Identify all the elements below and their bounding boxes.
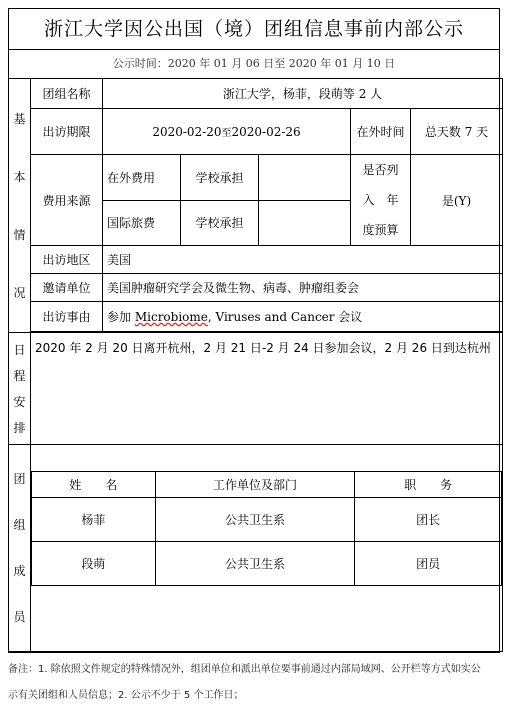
footnote-line1: 备注：1. 除依照文件规定的特殊情况外，组团单位和派出单位要事前通过内部局域网、公开栏等方式如实公 [8, 664, 481, 675]
budget-label-line1: 是否列 [362, 163, 399, 177]
period-to: 2020-02-26 [231, 125, 301, 139]
member-name: 杨菲 [32, 498, 156, 542]
group-name-label: 团组名称 [31, 79, 103, 109]
section-basic-label: 基 本 情 况 [13, 111, 26, 300]
abroad-cost-blank [259, 155, 351, 201]
schedule-text: 2020 年 2 月 20 日离开杭州，2 月 21 日-2 月 24 日参加会议，2 月 26 日到达杭州 [31, 333, 503, 445]
region-value: 美国 [103, 246, 503, 274]
publish-time: 公示时间：2020 年 01 月 06 日至 2020 年 01 月 10 日 [112, 57, 396, 70]
members-header-title: 职 务 [355, 472, 502, 498]
purpose-prefix: 参加 [107, 310, 132, 324]
section-schedule-label: 日 程 安 排 [13, 342, 26, 435]
budget-value: 是(Y) [411, 155, 503, 246]
members-table [31, 471, 502, 586]
intl-travel-value: 学校承担 [181, 200, 259, 246]
purpose-underlined: Microbiome [134, 310, 208, 324]
members-header-name: 姓 名 [32, 472, 156, 498]
footnote-line2: 示有关团组和人员信息；2. 公示不少于 5 个工作日； [8, 690, 244, 701]
info-table [8, 78, 503, 652]
period-sep: 至 [221, 128, 232, 139]
member-name: 段萌 [32, 542, 156, 586]
purpose-value [103, 302, 503, 332]
funding-label: 费用来源 [31, 155, 103, 246]
intl-travel-label: 国际旅费 [103, 200, 181, 246]
intl-travel-blank [259, 200, 351, 246]
inviter-label: 邀请单位 [31, 274, 103, 302]
member-unit: 公共卫生系 [155, 498, 354, 542]
budget-label-line3: 度预算 [362, 223, 399, 237]
purpose-suffix: , Viruses and Cancer 会议 [207, 310, 363, 324]
stay-label: 在外时间 [351, 109, 411, 155]
footnote [8, 653, 500, 709]
notice-page [8, 8, 500, 709]
abroad-cost-label: 在外费用 [103, 155, 181, 201]
members-top-gap [31, 445, 502, 471]
inviter-value: 美国肿瘤研究学会及微生物、病毒、肿瘤组委会 [103, 274, 503, 302]
region-label: 出访地区 [31, 246, 103, 274]
period-from: 2020-02-20 [152, 125, 222, 139]
member-title: 团员 [355, 542, 502, 586]
abroad-cost-value: 学校承担 [181, 155, 259, 201]
page-title: 浙江大学因公出国（境）团组信息事前内部公示 [9, 9, 499, 50]
table-row [32, 542, 502, 586]
period-value [103, 109, 351, 155]
member-unit: 公共卫生系 [155, 542, 354, 586]
stay-value: 总天数 7 天 [411, 109, 503, 155]
budget-label-line2: 入 年 [362, 193, 399, 207]
section-members [9, 445, 31, 652]
group-name-value: 浙江大学，杨菲，段萌等 2 人 [103, 79, 503, 109]
budget-label [351, 155, 411, 246]
purpose-label: 出访事由 [31, 302, 103, 332]
period-label: 出访期限 [31, 109, 103, 155]
member-title: 团长 [355, 498, 502, 542]
section-schedule [9, 333, 31, 445]
section-members-label: 团 组 成 员 [13, 472, 26, 624]
section-basic [9, 79, 31, 333]
members-header-unit: 工作单位及部门 [155, 472, 354, 498]
notice-frame [8, 8, 500, 653]
table-row [32, 498, 502, 542]
members-container [31, 445, 503, 652]
